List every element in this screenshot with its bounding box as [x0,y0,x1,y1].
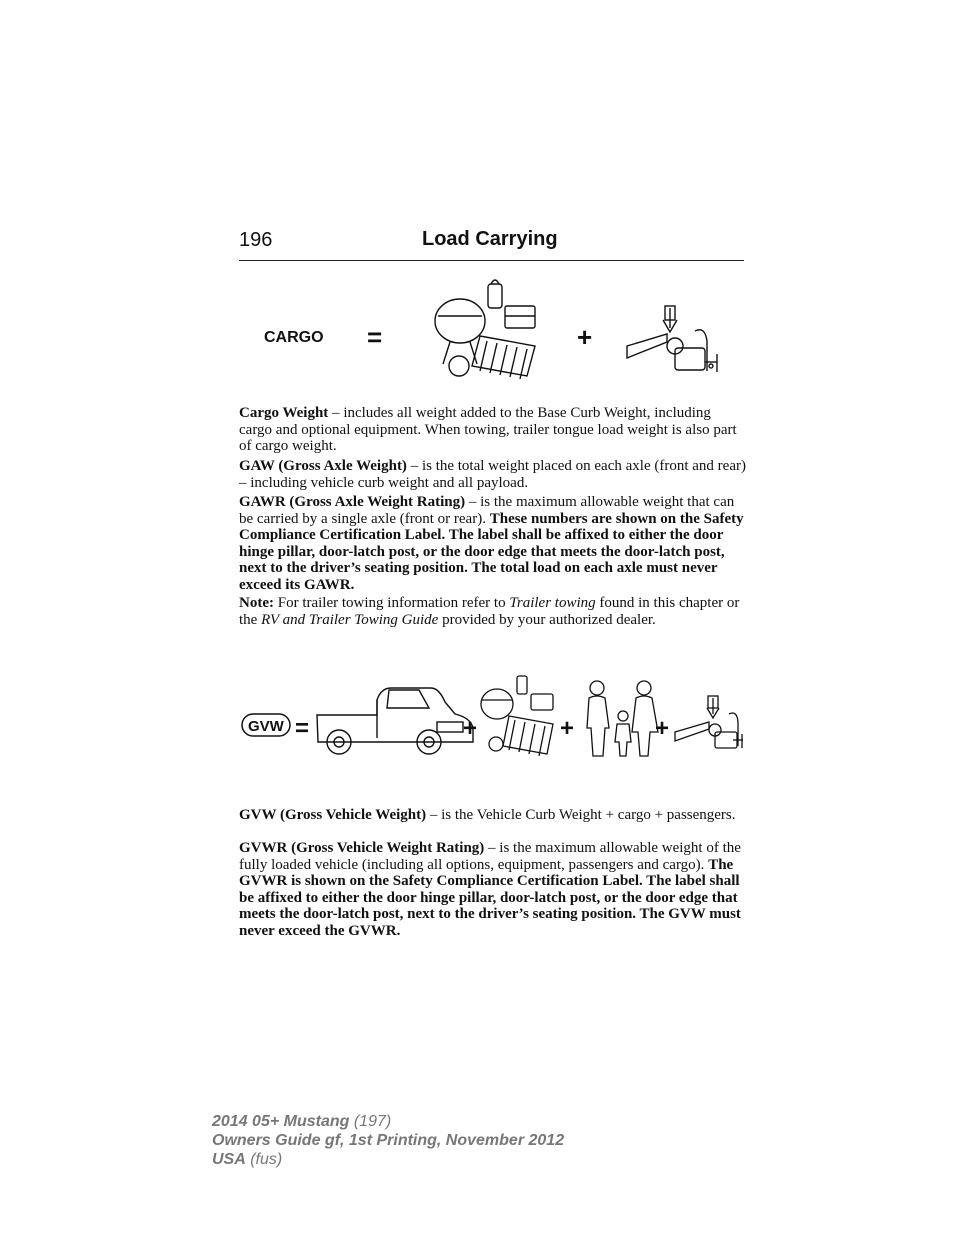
note-paragraph [239,595,747,628]
passengers-icon [587,681,658,756]
cargo-weight-paragraph [239,405,747,455]
equals-sign: = [367,322,383,352]
page-footer [212,1112,564,1169]
gaw-paragraph [239,458,747,491]
gvw-equals-sign: = [295,715,310,742]
cargo-items-icon [435,280,535,379]
gvw-equation-figure [239,670,744,770]
gawr-bold-text: These numbers are shown on the Safety Compliance Certification Label. The label shall be affixed to either the door hinge pillar, door-latch post, or the door edge that meets the door-latch post, next to the driver’s seating position. The total load on each axle must never exceed its GAWR. [239,510,744,593]
gvw-term: GVW (Gross Vehicle Weight) [239,807,427,823]
footer-model: 2014 05+ Mustang [212,1113,350,1130]
gvw-label: GVW [248,718,284,735]
cargo-weight-term: Cargo Weight [239,405,329,421]
rv-trailer-guide-link[interactable]: RV and Trailer Towing Guide [261,611,439,628]
tongue-weight-icon [627,306,717,372]
cargo-equation-figure [255,276,725,388]
gaw-text: – is the total weight placed on each axle (front and rear) – including vehicle curb weight and all payload. [239,458,746,491]
gaw-term: GAW (Gross Axle Weight) [239,458,407,474]
page-header [239,228,744,261]
trailer-towing-link[interactable]: Trailer towing [509,595,596,611]
gvwr-text: – is the maximum allowable weight of the fully loaded vehicle (including all options, equipment, passengers and cargo). [239,840,741,873]
gvwr-bold-text: The GVWR is shown on the Safety Compliance Certification Label. The label shall be affixed to either the door hinge pillar, door-latch post, or the door edge that meets the door-latch post, next to the driver’s seating position. The GVW must never exceed the GVWR. [239,856,741,939]
footer-line-2 [212,1131,564,1150]
footer-page-ref: (197) [349,1113,392,1130]
gvw-plus-sign-3: + [655,715,670,742]
note-text-2: found in this chapter or the [239,595,740,628]
footer-line-3 [212,1150,564,1169]
footer-printing: Owners Guide gf, 1st Printing, November 2012 [212,1132,565,1149]
plus-sign: + [577,322,593,352]
pickup-truck-icon [317,688,473,754]
gvw-paragraph [239,807,747,824]
gvw-plus-sign-2: + [560,715,575,742]
gawr-paragraph [239,494,747,593]
note-text-1: For trailer towing information refer to [273,595,510,611]
page-number: 196 [239,229,273,251]
cargo-label: CARGO [264,329,324,346]
note-text-3: provided by your authorized dealer. [438,611,656,628]
gawr-text: – is the maximum allowable weight that can be carried by a single axle (front or rear). [239,494,735,527]
gawr-term: GAWR (Gross Axle Weight Rating) [239,494,466,510]
footer-market: USA [212,1151,246,1168]
gvw-tongue-weight-icon [675,696,743,748]
footer-code: (fus) [245,1151,283,1168]
section-title: Load Carrying [422,228,558,250]
gvwr-term: GVWR (Gross Vehicle Weight Rating) [239,840,485,856]
cargo-weight-text: – includes all weight added to the Base Curb Weight, including cargo and optional equipment. When towing, trailer tongue load weight is also part of cargo weight. [239,405,737,454]
gvw-plus-sign-1: + [463,715,478,742]
footer-line-1 [212,1112,564,1131]
gvwr-paragraph [239,840,747,939]
note-term: Note: [239,595,274,611]
gvw-cargo-items-icon [481,676,553,756]
gvw-text: – is the Vehicle Curb Weight + cargo + passengers. [426,807,736,823]
